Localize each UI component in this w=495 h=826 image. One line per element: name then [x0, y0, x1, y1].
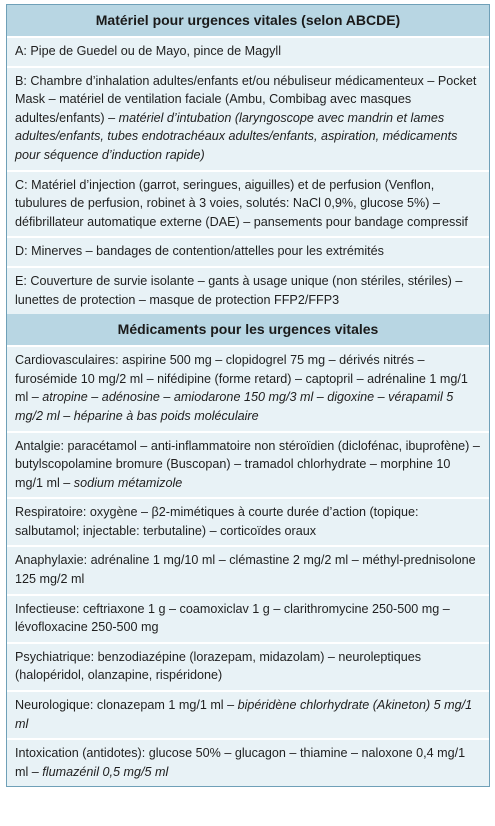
row-text: E: Couverture de survie isolante – gants à usage unique (non stériles, stériles) – lunettes de protection – masque de protection FFP2/FFP3: [15, 273, 463, 307]
row-text: Neurologique: clonazepam 1 mg/1 ml –: [15, 698, 238, 713]
row-text: Antalgie: paracétamol – anti-inflammatoire non stéroïdien (diclofénac, ibuprofène) – butylscopolamine bromure (Buscopan) – tramadol chlorhydrate – morphine 10 mg/1 ml –: [15, 438, 480, 490]
row-text-italic: flumazénil 0,5 mg/5 ml: [42, 764, 169, 779]
medication-rows: [7, 347, 489, 786]
medication-row: [7, 644, 489, 692]
medication-row: [7, 740, 489, 786]
row-text: Anaphylaxie: adrénaline 1 mg/10 ml – clémastine 2 mg/2 ml – méthyl-prednisolone 125 mg/2 ml: [15, 553, 476, 587]
emergency-equipment-table: [6, 4, 490, 787]
medication-row: [7, 596, 489, 644]
row-text: Infectieuse: ceftriaxone 1 g – coamoxiclav 1 g – clarithromycine 250-500 mg – lévofloxacine 250-500 mg: [15, 601, 450, 635]
row-text: A: Pipe de Guedel ou de Mayo, pince de Magyll: [15, 44, 282, 58]
equipment-row: [7, 268, 489, 314]
equipment-row: [7, 68, 489, 172]
medication-row: [7, 692, 489, 740]
equipment-rows: [7, 38, 489, 314]
medication-row: [7, 547, 489, 595]
row-text: Cardiovasculaires: aspirine 500 mg – clopidogrel 75 mg – dérivés nitrés – furosémide 10 mg/2 ml – nifédipine (forme retard) – captopril – adrénaline 1 mg/1 ml –: [15, 353, 468, 405]
row-text-italic: sodium métamizole: [73, 475, 183, 490]
equipment-row: [7, 38, 489, 68]
row-text: Respiratoire: oxygène – β2-mimétiques à courte durée d’action (topique: salbutamol; injectable: terbutaline) – corticoïdes oraux: [15, 505, 419, 538]
equipment-row: [7, 238, 489, 268]
row-text-italic: bipéridène chlorhydrate (Akineton) 5 mg/1 ml: [15, 698, 473, 731]
row-text-italic: atropine – adénosine – amiodarone 150 mg/3 ml – digoxine – vérapamil 5 mg/2 ml – héparine à bas poids moléculaire: [15, 390, 454, 423]
row-text: Psychiatrique: benzodiazépine (lorazepam, midazolam) – neuroleptiques (halopéridol, olanzapine, rispéridone): [15, 649, 422, 683]
row-text: B: Chambre d’inhalation adultes/enfants et/ou nébuliseur médicamenteux – Pocket Mask – matériel de ventilation faciale (Ambu, Combibag avec masques adultes/enfants) –: [15, 73, 477, 125]
section-header-equipment: Matériel pour urgences vitales (selon ABCDE): [7, 5, 489, 38]
row-text-italic: matériel d’intubation (laryngoscope avec mandrin et lames adultes/enfants, tubes endotrachéaux adultes/enfants, aspiration, médicaments pour séquence d’induction rapide): [15, 110, 458, 162]
medication-row: [7, 347, 489, 432]
row-text: Intoxication (antidotes): glucose 50% – glucagon – thiamine – naloxone 0,4 mg/1 ml –: [15, 746, 466, 779]
row-text: D: Minerves – bandages de contention/attelles pour les extrémités: [15, 244, 384, 259]
medication-row: [7, 433, 489, 500]
equipment-row: [7, 172, 489, 239]
row-text: C: Matériel d’injection (garrot, seringues, aiguilles) et de perfusion (Venflon, tubulures de perfusion, robinet à 3 voies, solutés: NaCl 0,9%, glucose 5%) – défibrillateur automatique externe (DAE) – pansements pour bandage compressif: [15, 177, 468, 229]
medication-row: [7, 499, 489, 547]
section-header-medications: Médicaments pour les urgences vitales: [7, 314, 489, 347]
